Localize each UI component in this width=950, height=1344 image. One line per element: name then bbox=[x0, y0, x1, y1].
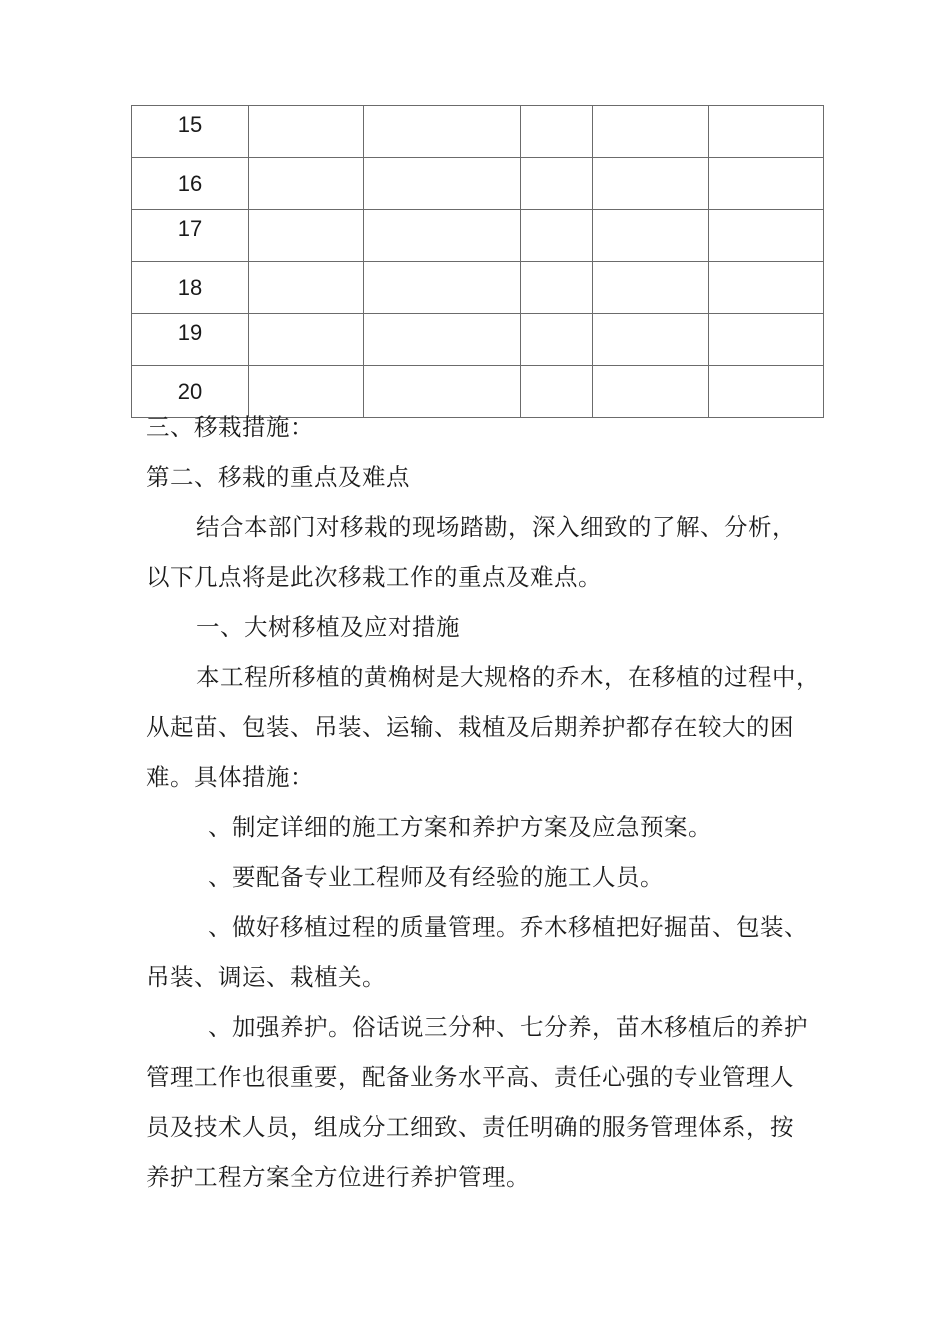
row-number: 17 bbox=[132, 210, 249, 262]
table-cell bbox=[249, 210, 364, 262]
row-number: 16 bbox=[132, 158, 249, 210]
paragraph-line: 结合本部门对移栽的现场踏勘，深入细致的了解、分析， bbox=[196, 513, 796, 541]
record-table bbox=[131, 105, 824, 418]
table-cell bbox=[249, 314, 364, 366]
table-row bbox=[132, 314, 824, 366]
list-item: 、要配备专业工程师及有经验的施工人员。 bbox=[208, 863, 664, 891]
table-cell bbox=[709, 314, 824, 366]
paragraph-line: 难。具体措施： bbox=[146, 763, 314, 791]
table-row bbox=[132, 262, 824, 314]
table-cell bbox=[709, 106, 824, 158]
row-number: 18 bbox=[132, 262, 249, 314]
paragraph-line: 员及技术人员，组成分工细致、责任明确的服务管理体系，按 bbox=[146, 1113, 794, 1141]
table-cell bbox=[709, 210, 824, 262]
table-cell bbox=[593, 158, 709, 210]
table-cell bbox=[364, 262, 521, 314]
table-cell bbox=[593, 106, 709, 158]
paragraph-line: 本工程所移植的黄桷树是大规格的乔木，在移植的过程中， bbox=[196, 663, 820, 691]
table-row bbox=[132, 106, 824, 158]
list-item: 、制定详细的施工方案和养护方案及应急预案。 bbox=[208, 813, 712, 841]
table-cell bbox=[364, 210, 521, 262]
row-number: 20 bbox=[132, 366, 249, 418]
table-cell bbox=[593, 210, 709, 262]
document-body bbox=[146, 402, 846, 1202]
table-cell bbox=[521, 210, 593, 262]
table-cell bbox=[249, 262, 364, 314]
paragraph-line: 养护工程方案全方位进行养护管理。 bbox=[146, 1163, 530, 1191]
paragraph-line: 以下几点将是此次移栽工作的重点及难点。 bbox=[146, 563, 602, 591]
table-row bbox=[132, 210, 824, 262]
paragraph-line: 从起苗、包装、吊装、运输、栽植及后期养护都存在较大的困 bbox=[146, 713, 794, 741]
list-item: 、加强养护。俗话说三分种、七分养，苗木移植后的养护 bbox=[208, 1013, 808, 1041]
table-cell bbox=[709, 158, 824, 210]
table-cell bbox=[521, 262, 593, 314]
row-number: 19 bbox=[132, 314, 249, 366]
table-cell bbox=[364, 158, 521, 210]
section-heading: 第二、移栽的重点及难点 bbox=[146, 463, 410, 491]
paragraph-line: 吊装、调运、栽植关。 bbox=[146, 963, 386, 991]
table-cell bbox=[521, 158, 593, 210]
row-number: 15 bbox=[132, 106, 249, 158]
list-item: 、做好移植过程的质量管理。乔木移植把好掘苗、包装、 bbox=[208, 913, 808, 941]
table-row bbox=[132, 158, 824, 210]
paragraph-line: 管理工作也很重要，配备业务水平高、责任心强的专业管理人 bbox=[146, 1063, 794, 1091]
table-cell bbox=[521, 314, 593, 366]
table-cell bbox=[593, 314, 709, 366]
table-cell bbox=[364, 314, 521, 366]
table-cell bbox=[709, 262, 824, 314]
table-cell bbox=[521, 106, 593, 158]
table-cell bbox=[593, 262, 709, 314]
section-heading: 三、移栽措施： bbox=[146, 413, 314, 441]
sub-heading: 一、大树移植及应对措施 bbox=[196, 613, 460, 641]
table-cell bbox=[249, 106, 364, 158]
table-cell bbox=[364, 106, 521, 158]
table-cell bbox=[249, 158, 364, 210]
